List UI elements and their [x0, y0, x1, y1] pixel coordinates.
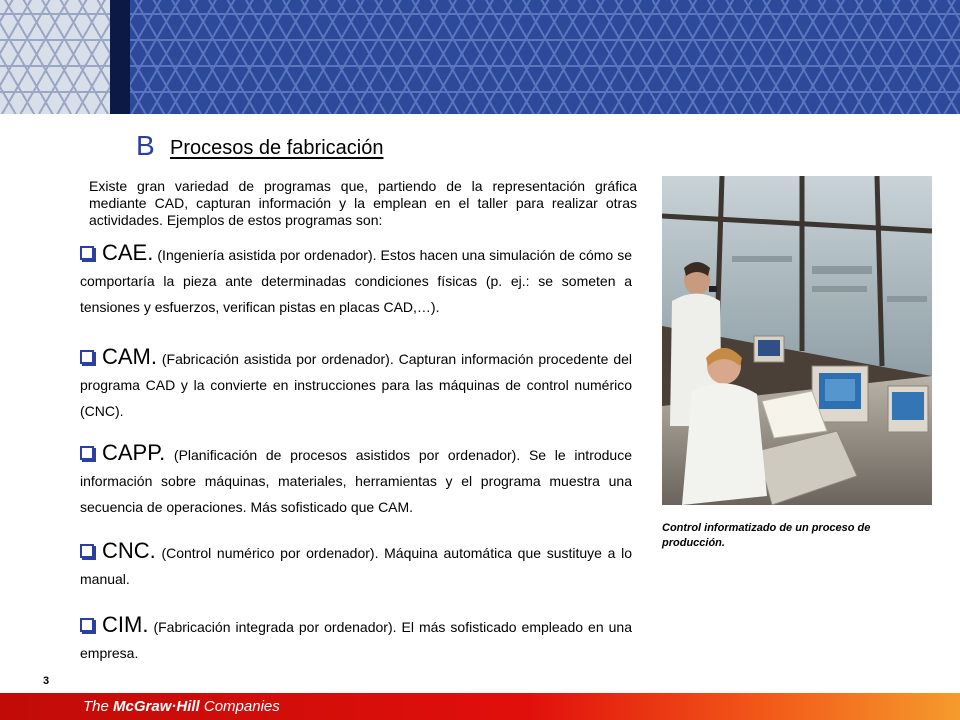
list-item-cnc [80, 538, 632, 592]
checkbox-bullet-icon [80, 246, 94, 260]
item-term: CAE. [102, 240, 154, 265]
checkbox-bullet-icon [80, 544, 94, 558]
publisher-logo [83, 698, 280, 716]
checkbox-bullet-icon [80, 446, 94, 460]
control-room-photo [662, 176, 932, 505]
item-description: (Fabricación integrada por ordenador). El más sofisticado empleado en una empresa. [80, 619, 632, 661]
page-number: 3 [43, 675, 50, 687]
list-item-cim [80, 612, 632, 666]
banner-divider [110, 0, 130, 117]
footer-bar [0, 693, 960, 720]
logo-prefix: The [83, 698, 114, 715]
list-item-capp [80, 440, 632, 520]
banner-stripe [0, 114, 960, 117]
photo-caption: Control informatizado de un proceso de producción. [662, 522, 871, 549]
item-description: (Ingeniería asistida por ordenador). Estos hacen una simulación de cómo se comportaría la pieza ante determinadas condiciones físicas (p. ej.: se someten a tensiones y esfuerzos, verifican pistas en placas CAD,…). [80, 247, 632, 315]
intro-paragraph: Existe gran variedad de programas que, partiendo de la representación gráfica mediante CAD, capturan información y la emplean en el taller para realizar otras actividades. Ejemplos de estos programas son: [89, 178, 637, 228]
banner-pattern-light [0, 0, 110, 117]
item-description: (Planificación de procesos asistidos por ordenador). Se le introduce información sobre máquinas, materiales, herramientas y el programa muestra una secuencia de operaciones. Más sofisticado que CAM. [80, 447, 632, 515]
header-banner [0, 0, 960, 117]
checkbox-bullet-icon [80, 350, 94, 364]
item-description: (Fabricación asistida por ordenador). Capturan información procedente del programa CAD y la convierte en instrucciones para las máquinas de control numérico (CNC). [80, 351, 632, 419]
item-description: (Control numérico por ordenador). Máquina automática que sustituye a lo manual. [80, 545, 632, 587]
section-letter: B [136, 130, 155, 161]
logo-name: McGraw·Hill [113, 698, 200, 715]
list-item-cam [80, 344, 632, 424]
item-term: CNC. [102, 538, 156, 563]
checkbox-bullet-icon [80, 618, 94, 632]
item-term: CAM. [102, 344, 157, 369]
control-room-illustration [662, 176, 932, 505]
banner-pattern-dark [130, 0, 960, 117]
logo-suffix: Companies [199, 698, 280, 715]
list-item-cae [80, 240, 632, 320]
item-term: CAPP. [102, 440, 166, 465]
page-title: Procesos de fabricación [170, 137, 384, 159]
item-term: CIM. [102, 612, 149, 637]
